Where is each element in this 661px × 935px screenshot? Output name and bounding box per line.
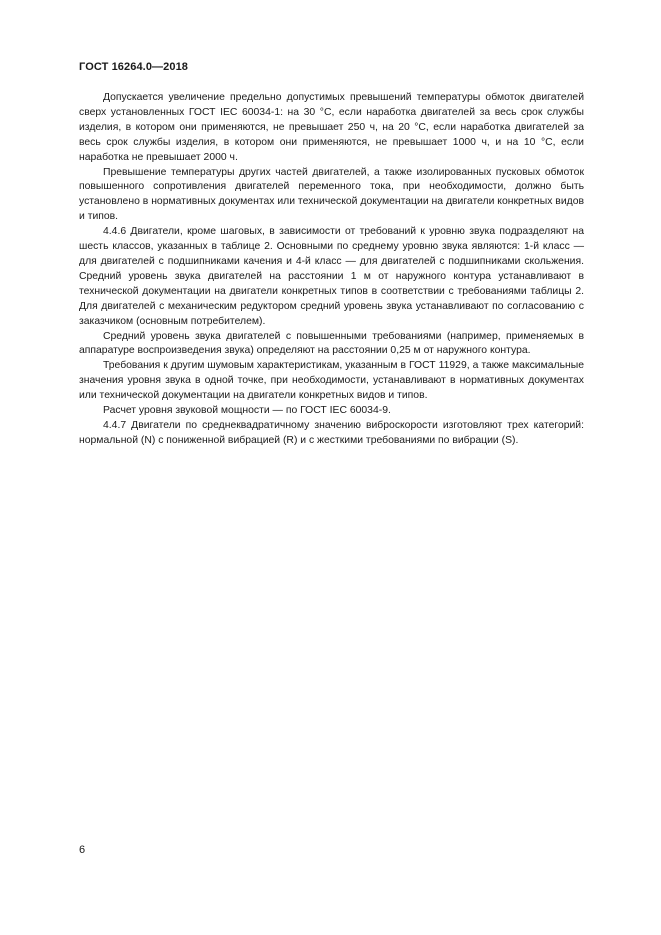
paragraph-increased-requirements: Средний уровень звука двигателей с повышенными требованиями (например, применяемых в аппаратуре воспроизведения звука) определяют на расстоянии 0,25 м от наружного контура.: [79, 330, 584, 357]
paragraph-other-parts-temperature: Превышение температуры других частей двигателей, а также изолированных пусковых обмоток повышенного сопротивления двигателей переменного тока, при необходимости, должно быть установлено в нормативных документах или технической документации на двигатели конкретных видов и типов.: [79, 166, 584, 223]
document-body: [79, 91, 584, 449]
paragraph-noise-characteristics: Требования к другим шумовым характеристикам, указанным в ГОСТ 11929, а также максимальные значения уровня звука в одной точке, при необходимости, устанавливают в нормативных документах или технической документации на двигатели конкретных видов и типов.: [79, 360, 584, 402]
page-number: 6: [79, 844, 86, 856]
document-header: ГОСТ 16264.0—2018: [79, 61, 189, 73]
paragraph-4-4-6-sound-classes: 4.4.6 Двигатели, кроме шаговых, в зависимости от требований к уровню звука подразделяют на шесть классов, указанных в таблице 2. Основными по среднему уровню звука являются: 1-й класс — для двигателей с подшипниками качения и 4-й класс — для двигателей с подшипниками скольжения. Средний уровень звука двигателей на расстоянии 1 м от наружного контура устанавливают в технической документации на двигатели конкретных типов в соответствии с требованиями таблицы 2. Для двигателей с механическим редуктором средний уровень звука устанавливают по согласованию с заказчиком (основным потребителем).: [79, 226, 584, 327]
paragraph-sound-power: Расчет уровня звуковой мощности — по ГОСТ IEC 60034-9.: [103, 405, 391, 417]
paragraph-4-4-7-vibration: 4.4.7 Двигатели по среднеквадратичному значению виброскорости изготовляют трех категорий: нормальной (N) с пониженной вибрацией (R) и с жесткими требованиями по вибрации (S).: [79, 419, 584, 446]
paragraph-winding-temperature: Допускается увеличение предельно допустимых превышений температуры обмоток двигателей сверх установленных ГОСТ IEC 60034-1: на 30 °С, если наработка двигателей за весь срок службы изделия, в котором они применяются, не превышает 250 ч, на 20 °С, если наработка двигателей за весь срок службы изделия, в котором они применяются, не превышает 1000 ч, и на 10 °С, если наработка не превышает 2000 ч.: [79, 92, 584, 163]
